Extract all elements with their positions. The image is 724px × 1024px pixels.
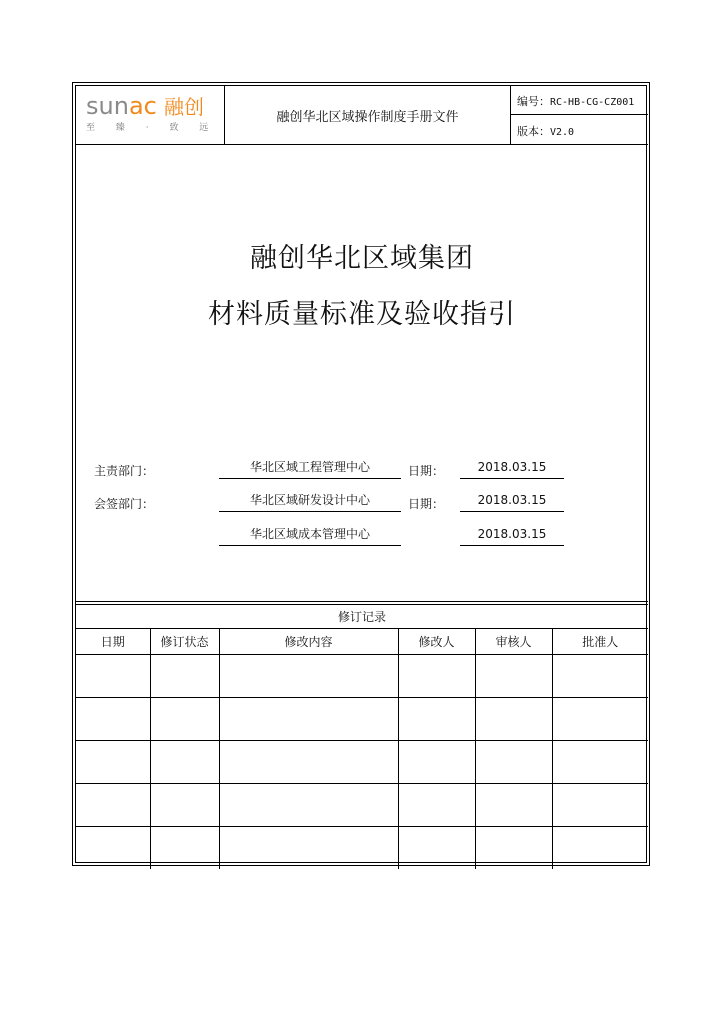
logo-wordmark xyxy=(86,92,157,120)
table-cell xyxy=(219,784,398,827)
table-cell xyxy=(76,655,150,698)
table-cell xyxy=(219,741,398,784)
doc-version xyxy=(517,123,574,139)
date-value: 2018.03.15 xyxy=(460,491,564,512)
table-cell xyxy=(475,827,552,870)
page-title-line1: 融创华北区域集团 xyxy=(250,243,474,274)
table-cell xyxy=(398,827,475,870)
table-cell xyxy=(398,741,475,784)
table-row xyxy=(76,827,648,870)
header-doc-title: 融创华北区域操作制度手册文件 xyxy=(276,109,459,125)
date-label: 日期： xyxy=(408,497,445,511)
table-cell xyxy=(398,784,475,827)
table-cell xyxy=(150,698,219,741)
header-divider xyxy=(510,114,648,115)
table-cell xyxy=(219,698,398,741)
table-cell xyxy=(398,655,475,698)
revision-caption: 修订记录 xyxy=(76,605,648,629)
column-header: 修改内容 xyxy=(219,629,398,655)
date-value: 2018.03.15 xyxy=(460,525,564,546)
table-row xyxy=(76,741,648,784)
revision-table xyxy=(76,604,648,869)
doc-code-value: RC-HB-CG-CZ001 xyxy=(550,97,635,108)
table-cell xyxy=(76,741,150,784)
countersign-dept-value: 华北区域研发设计中心 xyxy=(219,491,401,512)
logo-wordmark-accent: ac xyxy=(128,92,157,120)
doc-version-label: 版本： xyxy=(517,125,550,138)
table-cell xyxy=(219,655,398,698)
table-cell xyxy=(150,655,219,698)
table-cell xyxy=(475,741,552,784)
doc-version-value: V2.0 xyxy=(550,127,575,138)
logo-slogan: 至 臻 · 致 远 xyxy=(86,123,218,133)
countersign-dept-value: 华北区域成本管理中心 xyxy=(219,525,401,546)
table-cell xyxy=(475,784,552,827)
table-cell xyxy=(150,784,219,827)
header-divider xyxy=(510,86,511,144)
column-header: 日期 xyxy=(76,629,150,655)
sunac-logo xyxy=(86,92,216,136)
table-cell xyxy=(552,698,648,741)
column-header: 修订状态 xyxy=(150,629,219,655)
document-inner-frame xyxy=(75,85,647,863)
page-title-line2: 材料质量标准及验收指引 xyxy=(208,299,516,330)
logo-chinese: 融创 xyxy=(164,95,204,119)
table-row xyxy=(76,655,648,698)
section-divider xyxy=(76,601,648,602)
table-cell xyxy=(150,827,219,870)
column-header: 批准人 xyxy=(552,629,648,655)
column-header: 修改人 xyxy=(398,629,475,655)
table-row xyxy=(76,784,648,827)
table-cell xyxy=(552,655,648,698)
date-label: 日期： xyxy=(408,464,445,478)
document-header xyxy=(76,86,648,145)
countersign-dept-label: 会签部门： xyxy=(94,497,155,511)
table-cell xyxy=(219,827,398,870)
table-cell xyxy=(552,741,648,784)
owner-dept-label: 主责部门： xyxy=(94,464,155,478)
doc-code xyxy=(517,93,634,109)
table-cell xyxy=(552,784,648,827)
table-cell xyxy=(552,827,648,870)
column-header: 审核人 xyxy=(475,629,552,655)
table-cell xyxy=(150,741,219,784)
table-row xyxy=(76,698,648,741)
doc-code-label: 编号： xyxy=(517,95,550,108)
owner-dept-value: 华北区域工程管理中心 xyxy=(219,458,401,479)
document-frame xyxy=(72,82,650,866)
table-cell xyxy=(398,698,475,741)
table-cell xyxy=(76,698,150,741)
date-value: 2018.03.15 xyxy=(460,458,564,479)
table-cell xyxy=(76,784,150,827)
table-cell xyxy=(475,698,552,741)
logo-wordmark-main: sun xyxy=(86,92,129,120)
table-cell xyxy=(475,655,552,698)
table-cell xyxy=(76,827,150,870)
